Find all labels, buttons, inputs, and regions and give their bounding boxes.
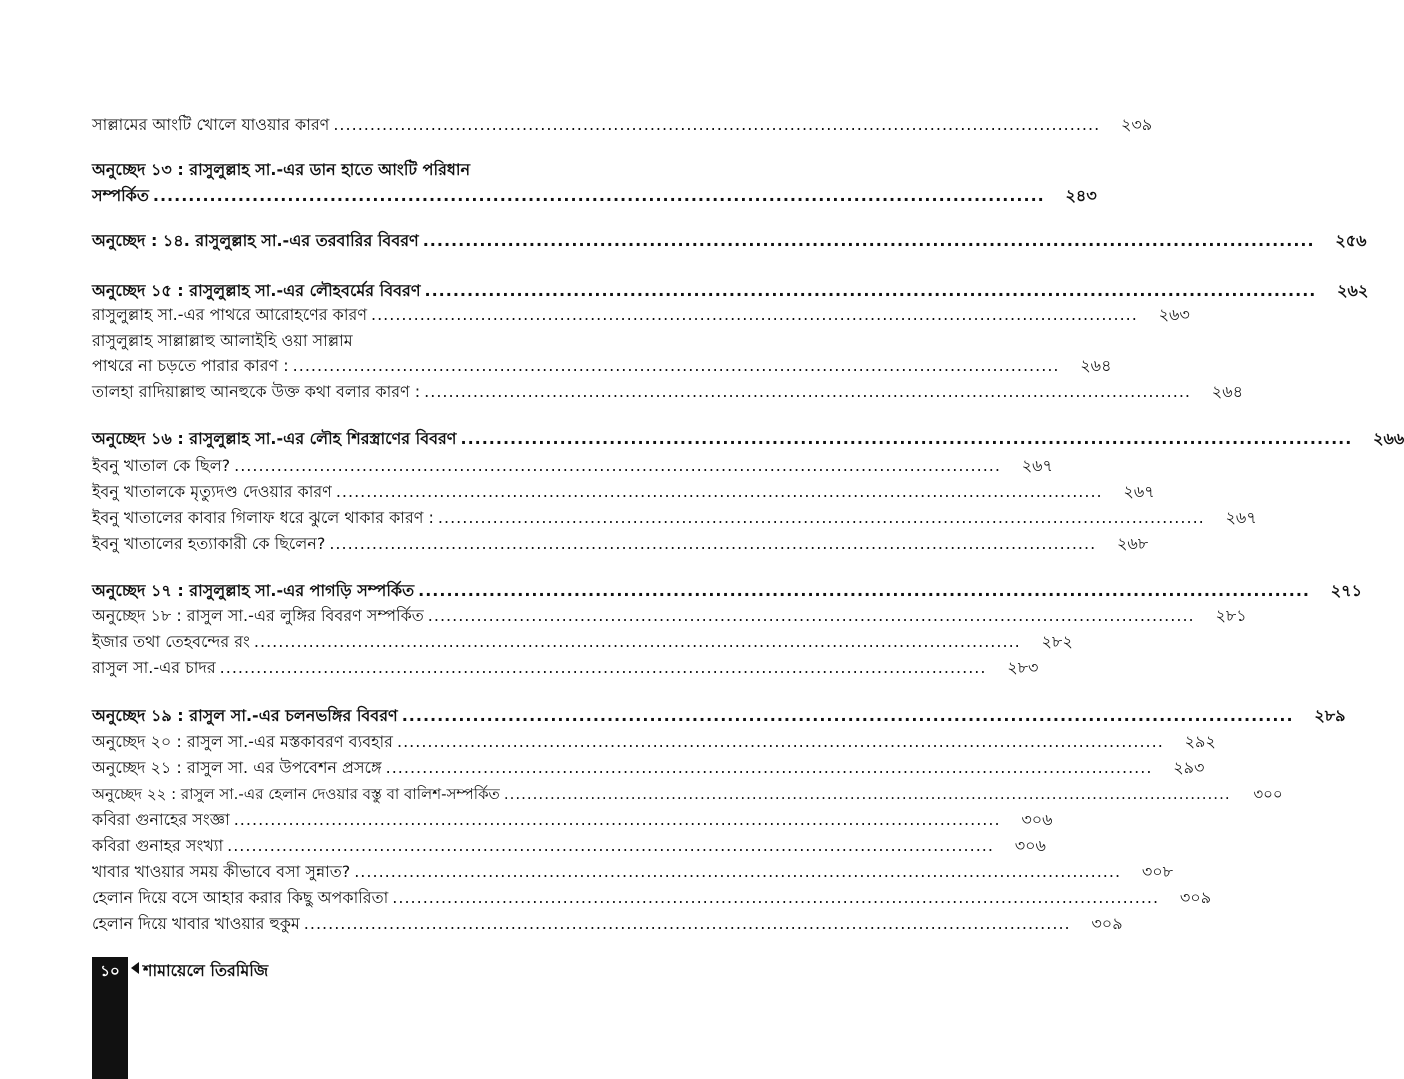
- toc-entry-title: সম্পর্কিত: [92, 186, 149, 205]
- chapter-heading-line1: অনুচ্ছেদ ১৩ : রাসুলুল্লাহ সা.-এর ডান হাতে আংটি পরিধান: [92, 160, 471, 179]
- toc-entry-title: পাথরে না চড়তে পারার কারণ :: [92, 356, 289, 375]
- toc-entry: [92, 533, 1149, 555]
- toc-entry-title: কবিরা গুনাহের সংজ্ঞা: [92, 810, 230, 829]
- leader-dots: ..............................................................................................................................: [371, 305, 1138, 324]
- toc-entry-page: ২৯২: [1184, 732, 1216, 751]
- leader-dots: ..............................................................................................................................: [354, 862, 1122, 881]
- toc-entry-page: ২৬৪: [1211, 382, 1243, 401]
- toc-entry-page: ২৬৭: [1021, 456, 1053, 475]
- toc-entry-title: হেলান দিয়ে বসে আহার করার কিছু অপকারিতা: [92, 888, 389, 907]
- leader-dots: ..............................................................................................................................: [335, 482, 1103, 501]
- toc-entry-page: ২৬৭: [1123, 482, 1155, 501]
- leader-dots: ..............................................................................................................................: [253, 632, 1021, 651]
- chapter-heading: [92, 580, 1362, 602]
- chapter-heading: [92, 280, 1369, 302]
- toc-entry-title: রাসুলুল্লাহ সা.-এর পাথরে আরোহণের কারণ: [92, 305, 367, 324]
- toc-entry: [92, 605, 1247, 627]
- toc-entry-title: অনুচ্ছেদ ১৭ : রাসুলুল্লাহ সা.-এর পাগড়ি সম্পর্কিত: [92, 581, 415, 600]
- toc-entry-page: ২৯৩: [1173, 758, 1205, 777]
- footer-page-number: ১০: [100, 962, 120, 980]
- leader-dots: ..............................................................................................................................: [418, 581, 1310, 600]
- toc-entry-title: হেলান দিয়ে খাবার খাওয়ার হুকুম: [92, 914, 300, 933]
- toc-entry-title: তালহা রাদিয়াল্লাহু আনহুকে উক্ত কথা বলার কারণ :: [92, 382, 421, 401]
- toc-entry-line1: রাসুলুল্লাহ সাল্লাল্লাহু আলাইহি ওয়া সাল্লাম: [92, 331, 353, 350]
- toc-entry-page: ২৮১: [1215, 606, 1247, 625]
- leader-dots: ..............................................................................................................................: [422, 231, 1315, 250]
- toc-entry-page: ৩০০: [1253, 785, 1283, 803]
- toc-entry-page: ৩০৯: [1179, 888, 1212, 907]
- toc-entry: [92, 355, 1112, 377]
- toc-entry: [92, 887, 1212, 909]
- leader-dots: ..............................................................................................................................: [401, 706, 1294, 725]
- toc-entry-title: অনুচ্ছেদ ২০ : রাসুল সা.-এর মস্তকাবরণ ব্যবহার: [92, 732, 393, 751]
- leader-dots: ..............................................................................................................................: [427, 606, 1195, 625]
- toc-entry-page: ২৬৩: [1158, 305, 1190, 324]
- toc-entry: [92, 657, 1039, 679]
- toc-entry-title: অনুচ্ছেদ ১৮ : রাসুল সা.-এর লুঙ্গির বিবরণ সম্পর্কিত: [92, 606, 424, 625]
- leader-dots: ..............................................................................................................................: [503, 785, 1231, 803]
- toc-entry-title: কবিরা গুনাহর সংখ্যা: [92, 836, 224, 855]
- toc-entry-page: ২৬৭: [1225, 508, 1257, 527]
- toc-entry-page: ৩০৬: [1014, 836, 1046, 855]
- toc-entry-title: ইজার তথা তেহবন্দের রং: [92, 632, 250, 651]
- toc-entry-page: ২৮৩: [1007, 658, 1039, 677]
- toc-entry-title: ইবনু খাতাল কে ছিল?: [92, 456, 231, 475]
- toc-entry-title: ইবনু খাতালের কাবার গিলাফ ধরে ঝুলে থাকার কারণ :: [92, 508, 434, 527]
- toc-entry-title: অনুচ্ছেদ ১৫ : রাসুলুল্লাহ সা.-এর লৌহবর্মের বিবরণ: [92, 281, 421, 300]
- toc-entry-page: ৩০৮: [1141, 862, 1174, 881]
- leader-dots: ..............................................................................................................................: [460, 429, 1353, 448]
- toc-entry: [92, 631, 1073, 653]
- toc-entry-page: ২৫৬: [1335, 231, 1367, 250]
- chapter-heading: [92, 705, 1346, 727]
- toc-entry-page: ২৬৮: [1116, 534, 1149, 553]
- leader-dots: ..............................................................................................................................: [437, 508, 1205, 527]
- toc-entry-page: ২৬২: [1337, 281, 1369, 300]
- toc-entry: [92, 861, 1174, 883]
- toc-entry-title: সাল্লামের আংটি খোলে যাওয়ার কারণ: [92, 115, 330, 134]
- toc-entry-title: অনুচ্ছেদ ১৬ : রাসুলুল্লাহ সা.-এর লৌহ শিরস্ত্রাণের বিবরণ: [92, 429, 457, 448]
- chapter-heading: [92, 428, 1404, 450]
- toc-entry-page: ২৭১: [1330, 581, 1362, 600]
- leader-dots: ..............................................................................................................................: [385, 758, 1153, 777]
- toc-entry-title: রাসুল সা.-এর চাদর: [92, 658, 216, 677]
- toc-entry: [92, 757, 1205, 779]
- toc-entry-title: খাবার খাওয়ার সময় কীভাবে বসা সুন্নাত?: [92, 862, 351, 881]
- toc-entry-page: ৩০৬: [1021, 810, 1053, 829]
- toc-entry-title: ইবনু খাতালের হত্যাকারী কে ছিলেন?: [92, 534, 326, 553]
- leader-dots: ..............................................................................................................................: [292, 356, 1060, 375]
- toc-entry-page: ২৮৯: [1314, 706, 1346, 725]
- toc-entry: [92, 783, 1283, 805]
- toc-entry-page: ২৬৪: [1080, 356, 1112, 375]
- leader-dots: ..............................................................................................................................: [219, 658, 987, 677]
- toc-entry-title: ইবনু খাতালকে মৃত্যুদণ্ড দেওয়ার কারণ: [92, 482, 332, 501]
- leader-dots: ..............................................................................................................................: [392, 888, 1160, 907]
- toc-entry-page: ২৩৯: [1120, 115, 1153, 134]
- toc-entry: [92, 455, 1053, 477]
- triangle-left-icon: [131, 962, 139, 974]
- toc-entry: [92, 114, 1153, 136]
- leader-dots: ..............................................................................................................................: [233, 810, 1001, 829]
- leader-dots: ..............................................................................................................................: [227, 836, 994, 855]
- leader-dots: ..............................................................................................................................: [303, 914, 1071, 933]
- toc-entry-title: অনুচ্ছেদ ২২ : রাসুল সা.-এর হেলান দেওয়ার বস্তু বা বালিশ-সম্পর্কিত: [92, 785, 500, 803]
- toc-entry-page: ২৪৩: [1065, 186, 1097, 205]
- toc-entry-page: ২৬৬: [1373, 429, 1404, 448]
- toc-entry: [92, 304, 1190, 326]
- toc-entry: [92, 481, 1155, 503]
- leader-dots: ..............................................................................................................................: [329, 534, 1097, 553]
- leader-dots: ..............................................................................................................................: [152, 186, 1045, 205]
- toc-entry-page: ৩০৯: [1091, 914, 1123, 933]
- toc-entry-title: অনুচ্ছেদ ১৯ : রাসুল সা.-এর চলনভঙ্গির বিবরণ: [92, 706, 398, 725]
- toc-entry-title: অনুচ্ছেদ ২১ : রাসুল সা. এর উপবেশন প্রসঙ্গে: [92, 758, 382, 777]
- chapter-heading: [92, 185, 1097, 207]
- toc-entry: [92, 913, 1123, 935]
- leader-dots: ..............................................................................................................................: [424, 382, 1191, 401]
- leader-dots: ..............................................................................................................................: [234, 456, 1001, 475]
- toc-entry-page: ২৮২: [1041, 632, 1073, 651]
- toc-entry: [92, 731, 1216, 753]
- toc-entry: [92, 809, 1053, 831]
- footer-book-title: শামায়েলে তিরমিজি: [143, 961, 269, 980]
- toc-entry: [92, 381, 1243, 403]
- leader-dots: ..............................................................................................................................: [333, 115, 1101, 134]
- chapter-heading: [92, 230, 1367, 252]
- leader-dots: ..............................................................................................................................: [396, 732, 1164, 751]
- toc-entry-title: অনুচ্ছেদ : ১৪. রাসুলুল্লাহ সা.-এর তরবারির বিবরণ: [92, 231, 419, 250]
- toc-entry: [92, 835, 1046, 857]
- toc-entry: [92, 507, 1257, 529]
- leader-dots: ..............................................................................................................................: [424, 281, 1317, 300]
